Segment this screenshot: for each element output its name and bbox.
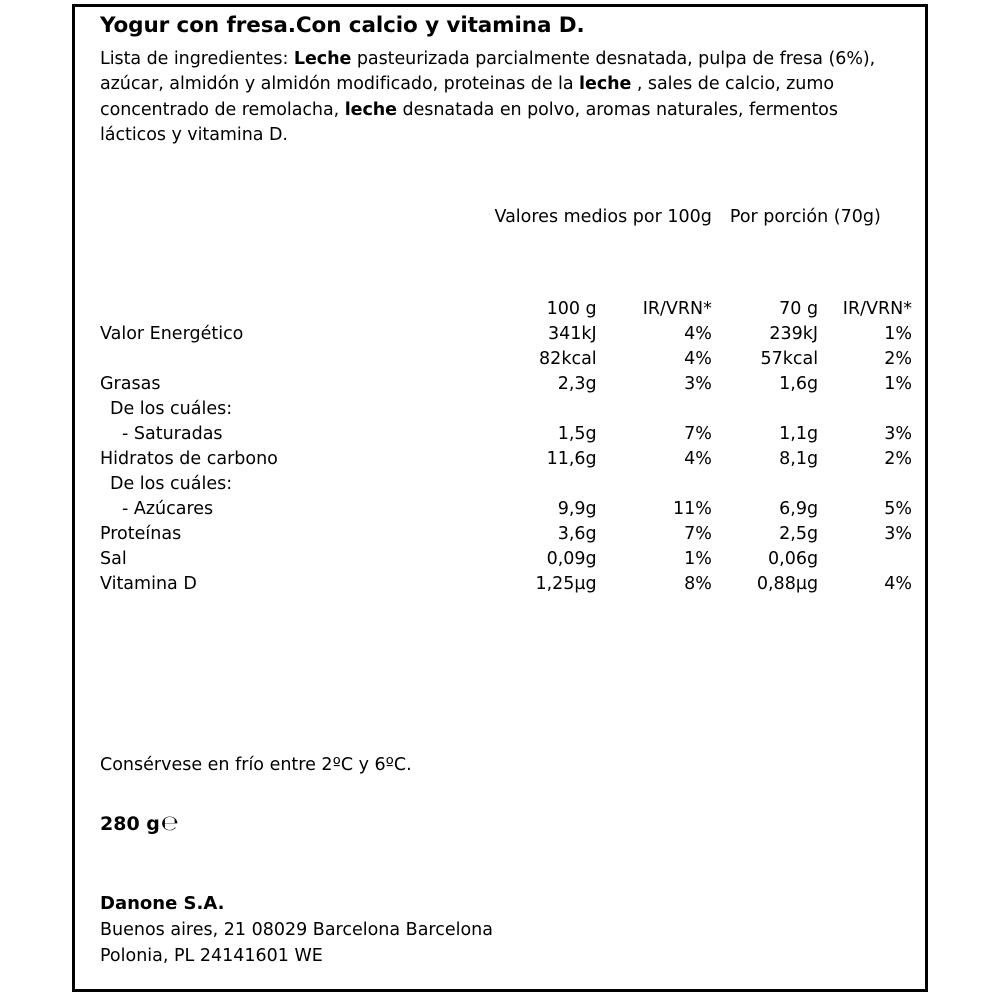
row-value-100g [476, 469, 596, 494]
nutrition-table-block [100, 207, 912, 594]
row-value-70g: 1,6g [779, 374, 819, 394]
table-row [100, 569, 912, 594]
ingredient-emphasis-leche-1: Leche [293, 48, 352, 69]
ingredient-emphasis-leche-3: leche [344, 99, 398, 120]
company-info [100, 891, 493, 969]
row-value-70g: 239kJ [769, 324, 819, 344]
row-percent-100g: 7% [684, 524, 712, 544]
page-title: Yogur con fresa.Con calcio y vitamina D. [100, 13, 585, 38]
company-address: Buenos aires, 21 08029 Barcelona Barcelona [100, 919, 493, 940]
row-label: - Saturadas [122, 424, 223, 444]
row-value-100g: 11,6g [546, 449, 597, 469]
nutrition-label-panel [72, 4, 928, 992]
row-percent-70g [818, 469, 912, 494]
ingredients-label: Lista de ingredientes: [100, 48, 289, 69]
row-percent-100g: 11% [672, 499, 712, 519]
table-row [100, 369, 912, 394]
row-value-70g [712, 469, 818, 494]
row-value-70g: 0,06g [768, 549, 819, 569]
row-percent-100g: 3% [684, 374, 712, 394]
ingredients-paragraph [100, 47, 890, 149]
row-value-70g: 6,9g [779, 499, 819, 519]
row-value-100g: 0,09g [546, 549, 597, 569]
row-percent-70g [818, 394, 912, 419]
ingredient-emphasis-leche-2: leche [579, 74, 632, 95]
row-label [100, 344, 476, 369]
storage-instructions: Consérvese en frío entre 2ºC y 6ºC. [100, 755, 412, 775]
company-extra-line: Polonia, PL 24141601 WE [100, 945, 323, 966]
row-label: Proteínas [100, 524, 182, 544]
row-value-100g: 2,3g [557, 374, 597, 394]
row-percent-70g: 2% [884, 349, 912, 369]
row-value-100g: 9,9g [557, 499, 597, 519]
company-name: Danone S.A. [100, 893, 225, 914]
row-value-70g: 1,1g [779, 424, 819, 444]
row-percent-70g: 3% [884, 424, 912, 444]
net-weight-value: 280 g [100, 813, 160, 835]
row-label: De los cuáles: [110, 399, 233, 419]
row-label: Grasas [100, 374, 161, 394]
spacer-row [100, 227, 912, 299]
row-percent-100g: 4% [684, 449, 712, 469]
row-percent-70g: 3% [884, 524, 912, 544]
row-percent-70g: 4% [884, 574, 912, 594]
row-percent-70g: 2% [884, 449, 912, 469]
row-value-100g: 1,5g [557, 424, 597, 444]
column-header-70g: 70 g [779, 299, 819, 319]
group-header-per-portion: Por porción (70g) [729, 207, 881, 227]
row-percent-100g [597, 394, 712, 419]
row-value-70g: 0,88µg [756, 574, 819, 594]
row-value-100g: 3,6g [557, 524, 597, 544]
row-value-100g: 1,25µg [535, 574, 597, 594]
ingredients-text-2: , sales de calcio, zumo concentrado de remolacha, [100, 74, 835, 120]
table-row [100, 444, 912, 469]
table-row [100, 344, 912, 369]
table-row [100, 394, 912, 419]
row-value-100g: 82kcal [539, 349, 597, 369]
row-label: - Azúcares [122, 499, 214, 519]
row-value-100g: 341kJ [547, 324, 597, 344]
row-percent-70g: 5% [884, 499, 912, 519]
row-label: De los cuáles: [110, 474, 233, 494]
row-percent-100g: 4% [684, 349, 712, 369]
table-row [100, 419, 912, 444]
row-value-70g: 8,1g [779, 449, 819, 469]
net-weight [100, 811, 179, 835]
label-header [100, 13, 911, 149]
table-unit-header-row [100, 299, 912, 319]
ingredients-text-3: desnatada en polvo, aromas naturales, fermentos lácticos y vitamina D. [100, 99, 838, 146]
table-row [100, 544, 912, 569]
column-header-100g: 100 g [546, 299, 597, 319]
row-value-100g [476, 394, 596, 419]
ingredients-text-1: pasteurizada parcialmente desnatada, pulpa de fresa (6%), azúcar, almidón y almidón modificado, proteinas de la [100, 48, 876, 95]
row-percent-100g: 1% [684, 549, 712, 569]
row-percent-70g [818, 544, 912, 569]
row-label: Vitamina D [100, 574, 197, 594]
row-label: Hidratos de carbono [100, 449, 278, 469]
row-percent-100g: 7% [684, 424, 712, 444]
table-row [100, 469, 912, 494]
row-percent-70g: 1% [884, 374, 912, 394]
estimated-sign-icon: ℮ [160, 811, 179, 835]
unit-header-spacer [100, 299, 476, 319]
row-label: Valor Energético [100, 324, 244, 344]
group-header-spacer [100, 207, 476, 227]
nutrition-table [100, 207, 912, 594]
table-row [100, 519, 912, 544]
table-row [100, 494, 912, 519]
row-percent-100g: 8% [684, 574, 712, 594]
row-value-70g: 57kcal [760, 349, 819, 369]
column-header-ir-vrn-70g: IR/VRN* [842, 299, 912, 319]
row-percent-100g: 4% [684, 324, 712, 344]
row-value-70g [712, 394, 818, 419]
group-header-per-100g: Valores medios por 100g [494, 207, 712, 227]
table-row [100, 319, 912, 344]
row-value-70g: 2,5g [779, 524, 819, 544]
column-header-ir-vrn-100g: IR/VRN* [642, 299, 712, 319]
row-label: Sal [100, 549, 127, 569]
row-percent-100g [597, 469, 712, 494]
table-group-header-row [100, 207, 912, 227]
row-percent-70g: 1% [884, 324, 912, 344]
